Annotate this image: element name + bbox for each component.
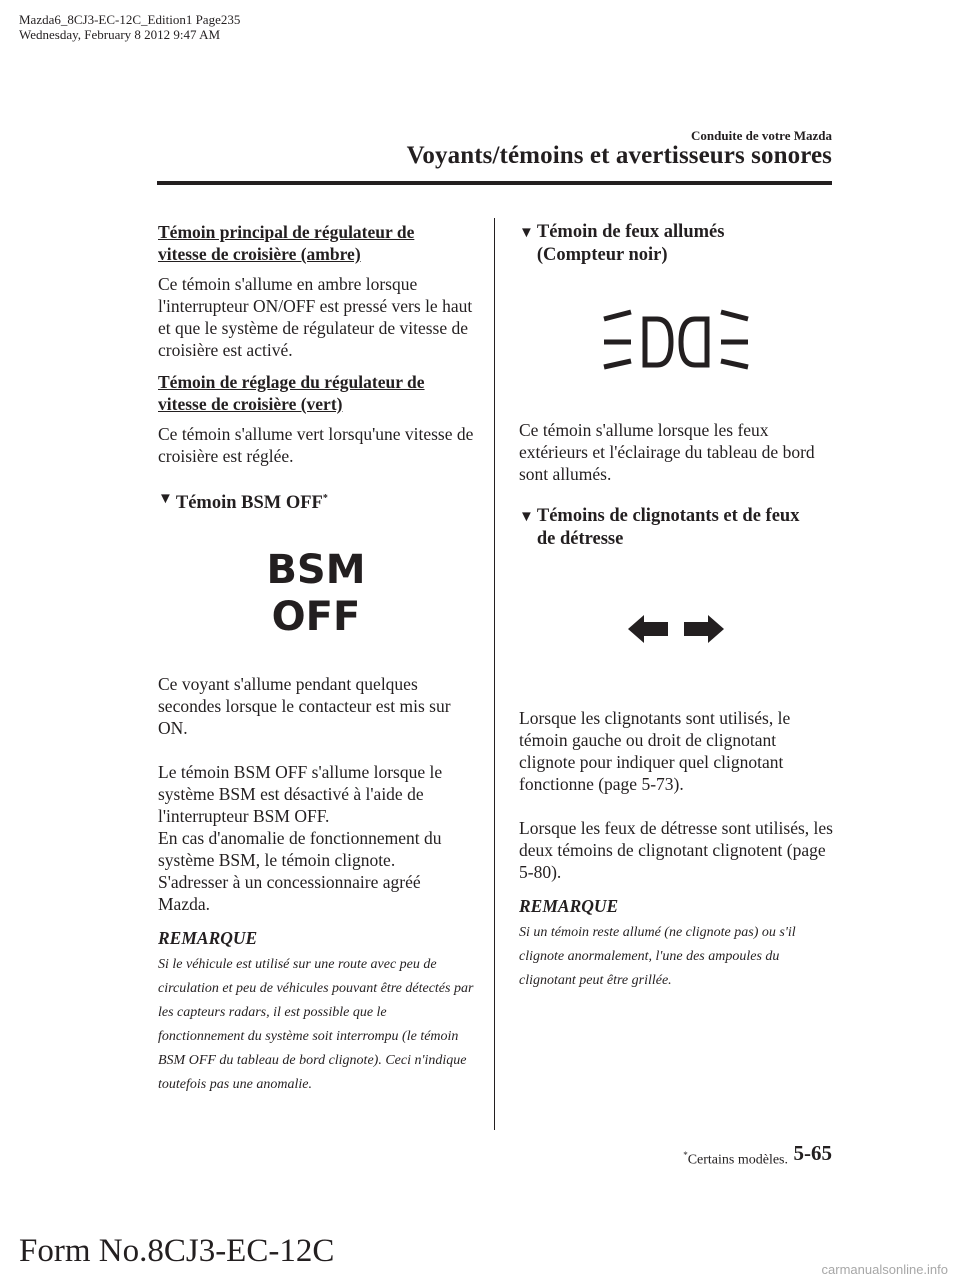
lights-heading-line-2: (Compteur noir) [536,245,668,265]
lights-text: Ce témoin s'allume lorsque les feux extérieurs et l'éclairage du tableau de bord sont allumés. [519,420,815,484]
cruise-main-title [158,221,474,265]
lights-heading-line-1: Témoin de feux allumés [536,222,725,242]
column-divider [494,218,495,1130]
form-number: Form No.8CJ3-EC-12C [19,1233,335,1269]
section-title: Voyants/témoins et avertisseurs sonores [406,142,832,169]
headlights-on-icon [519,309,833,375]
bsm-text-1: Ce voyant s'allume pendant quelques secondes lorsque le contacteur est mis sur ON. [158,674,451,739]
cruise-set-text: Ce témoin s'allume vert lorsqu'une vitesse de croisière est réglée. [158,424,474,466]
left-note-text: Si le véhicule est utilisé sur une route avec peu de circulation et peu de véhicules pouvant être détectés par les capteurs radars, il est possible que le fonctionnement du système soit interrompu (le témoin BSM OFF du tableau de bord clignote). Ceci n'indique toutefois pas une anomalie. [158,957,474,1093]
triangle-bullet-icon: ▼ [519,225,534,241]
turn-signal-icon [519,615,833,643]
footnote-text: Certains modèles. [687,1152,788,1168]
section-subtitle: Conduite de votre Mazda [691,128,832,143]
edition-stamp [19,12,240,42]
bsm-icon-line-1: BSM [266,547,366,594]
right-arrow-icon [684,615,724,643]
bsm-text-4: S'adresser à un concessionnaire agréé Mazda. [158,872,421,915]
cruise-main-title-line-1: Témoin principal de régulateur de [158,222,415,242]
turn-text-2: Lorsque les feux de détresse sont utilisés, les deux témoins de clignotant clignotent (page 5-80). [519,818,833,882]
turn-heading-line-1: Témoins de clignotants et de feux [536,506,800,526]
cruise-set-title-line-2: vitesse de croisière (vert) [158,394,343,414]
lights-heading [519,221,833,267]
right-column [519,221,833,993]
site-watermark: carmanualsonline.info [821,1262,948,1277]
right-note-text: Si un témoin reste allumé (ne clignote pas) ou s'il clignote anormalement, l'une des ampoules du clignotant peut être grillée. [519,925,796,988]
cruise-set-title-line-1: Témoin de réglage du régulateur de [158,372,425,392]
page-number: 5-65 [793,1141,832,1165]
turn-text-1: Lorsque les clignotants sont utilisés, le témoin gauche ou droit de clignotant clignote pour indiquer quel clignotant fonctionne (page 5-73). [519,708,791,794]
left-note-title: REMARQUE [158,928,258,949]
bsm-text-2: Le témoin BSM OFF s'allume lorsque le système BSM est désactivé à l'aide de l'interrupteur BSM OFF. [158,762,443,827]
left-arrow-icon [628,615,668,643]
left-column [158,221,474,1097]
cruise-main-title-line-2: vitesse de croisière (ambre) [158,244,361,264]
models-footnote [683,1150,788,1169]
footnote-mark: * [683,1150,688,1160]
right-note-title: REMARQUE [519,896,619,916]
triangle-bullet-icon: ▼ [519,509,534,525]
edition-line-2: Wednesday, February 8 2012 9:47 AM [19,27,221,42]
bsm-heading-mark: * [322,493,328,504]
cruise-set-title [158,371,474,415]
turn-signal-heading [519,505,833,551]
bsm-off-icon [158,545,474,639]
cruise-main-text: Ce témoin s'allume en ambre lorsque l'interrupteur ON/OFF est pressé vers le haut et que le système de régulateur de vitesse de croisière est activé. [158,274,473,360]
edition-line-1: Mazda6_8CJ3-EC-12C_Edition1 Page235 [19,12,241,27]
bsm-heading [158,487,474,515]
triangle-bullet-icon: ▼ [158,491,173,507]
bsm-icon-line-2: OFF [271,594,361,640]
bsm-text-3: En cas d'anomalie de fonctionnement du système BSM, le témoin clignote. [158,828,442,871]
turn-heading-line-2: de détresse [536,529,624,549]
header-rule [157,181,832,185]
bsm-heading-text: Témoin BSM OFF [175,493,323,514]
